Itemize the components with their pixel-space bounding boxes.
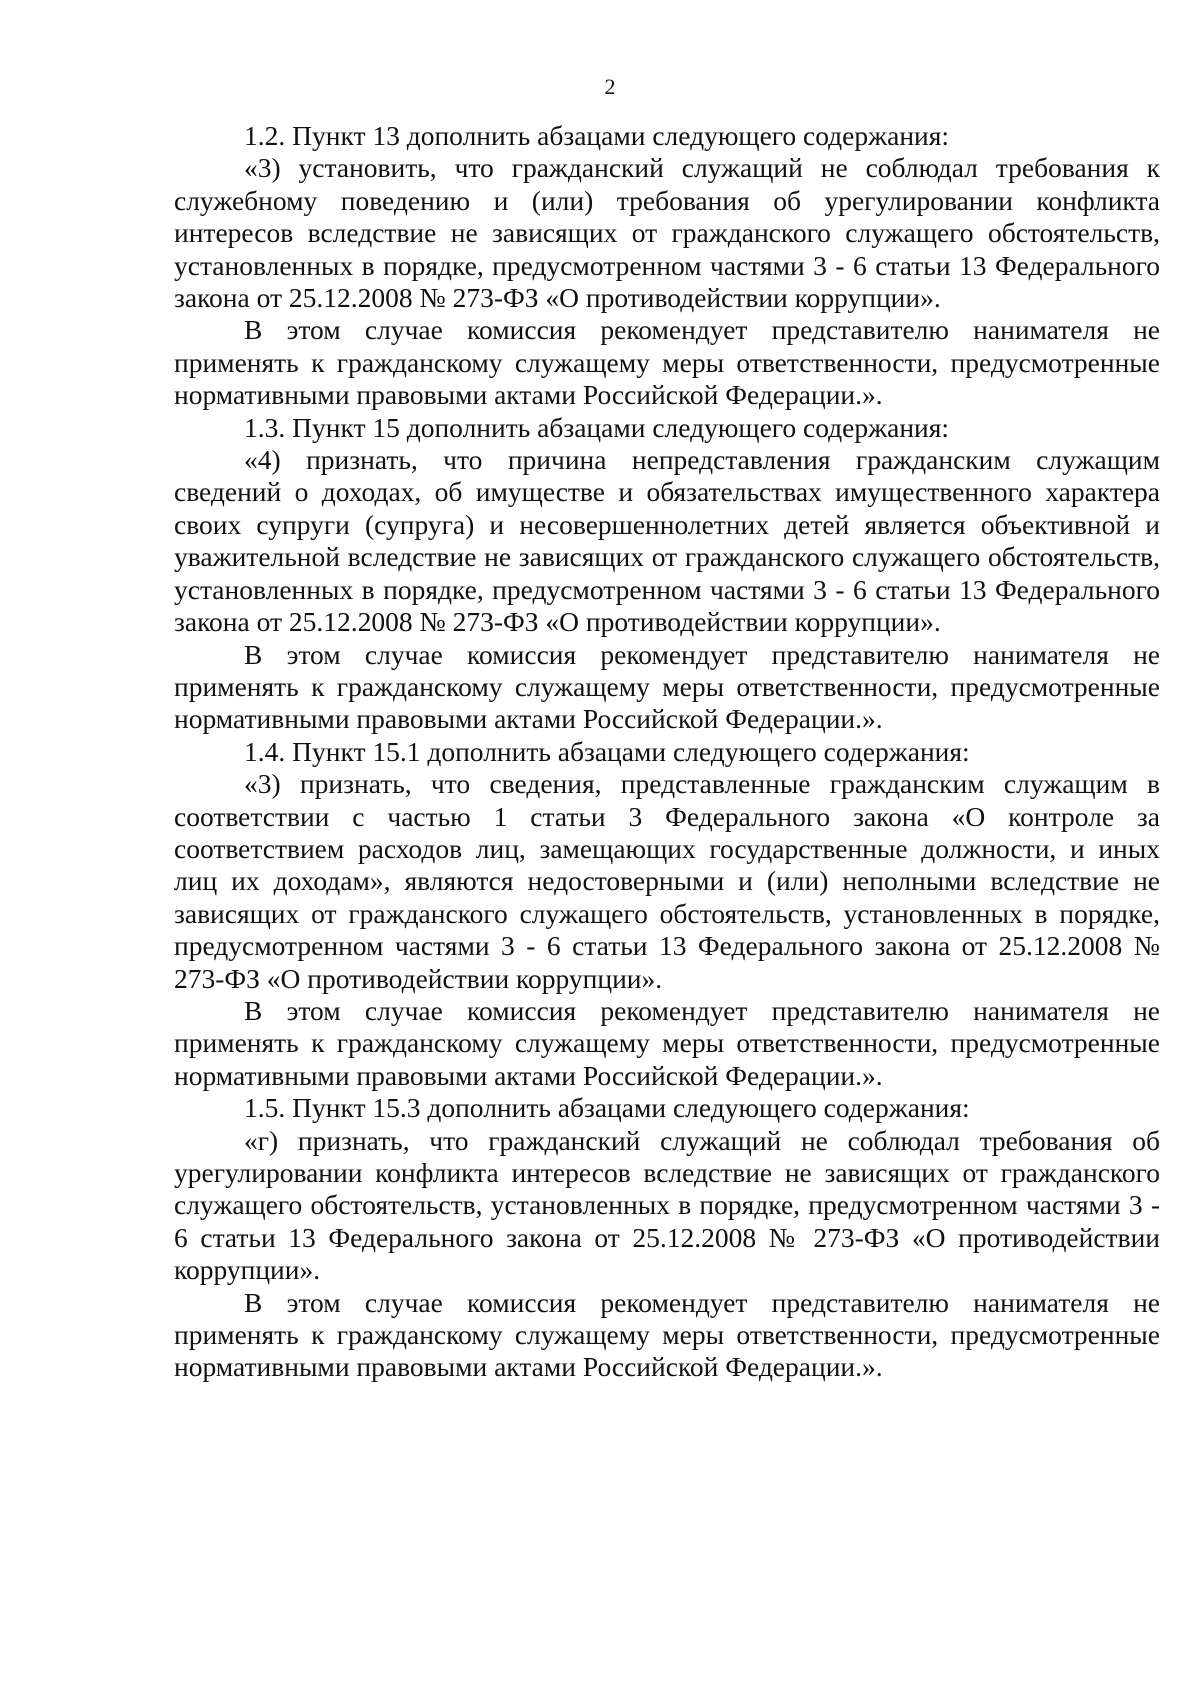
section-heading-1-4: 1.4. Пункт 15.1 дополнить абзацами следующего содержания: xyxy=(244,735,970,767)
document-body xyxy=(174,120,1160,1384)
section-heading-1-5: 1.5. Пункт 15.3 дополнить абзацами следующего содержания: xyxy=(244,1092,970,1124)
page-number: 2 xyxy=(604,74,616,99)
paragraph-1-4-recommendation: В этом случае комиссия рекомендует представителю нанимателя не применять к гражданскому служащему меры ответственности, предусмотренные нормативными правовыми актами Российской Федерации.». xyxy=(174,994,1160,1091)
paragraph-1-5-item: «г) признать, что гражданский служащий не соблюдал требования об урегулировании конфликта интересов вследствие не зависящих от гражданского служащего обстоятельств, установленных в порядке, предусмотренном частями 3 - 6 статьи 13 Федерального закона от 25.12.2008 № 273-ФЗ «О противодействии коррупции». xyxy=(174,1124,1160,1286)
paragraph-1-5-recommendation: В этом случае комиссия рекомендует представителю нанимателя не применять к гражданскому служащему меры ответственности, предусмотренные нормативными правовыми актами Российской Федерации.». xyxy=(174,1286,1160,1383)
section-heading-1-3: 1.3. Пункт 15 дополнить абзацами следующего содержания: xyxy=(244,411,950,443)
paragraph-1-2-item: «3) установить, что гражданский служащий не соблюдал требования к служебному поведению и (или) требования об урегулировании конфликта интересов вследствие не зависящих от гражданского служащего обстоятельств, установленных в порядке, предусмотренном частями 3 - 6 статьи 13 Федерального закона от 25.12.2008 № 273-ФЗ «О противодействии коррупции». xyxy=(174,152,1160,314)
paragraph-1-3-recommendation: В этом случае комиссия рекомендует представителю нанимателя не применять к гражданскому служащему меры ответственности, предусмотренные нормативными правовыми актами Российской Федерации.». xyxy=(174,638,1160,735)
paragraph-1-3-item: «4) признать, что причина непредставления гражданским служащим сведений о доходах, об имуществе и обязательствах имущественного характера своих супруги (супруга) и несовершеннолетних детей является объективной и уважительной вследствие не зависящих от гражданского служащего обстоятельств, установленных в порядке, предусмотренном частями 3 - 6 статьи 13 Федерального закона от 25.12.2008 № 273-ФЗ «О противодействии коррупции». xyxy=(174,444,1160,638)
section-heading-1-2: 1.2. Пункт 13 дополнить абзацами следующего содержания: xyxy=(244,120,950,151)
paragraph-1-4-item: «3) признать, что сведения, представленные гражданским служащим в соответствии с частью 1 статьи 3 Федерального закона «О контроле за соответствием расходов лиц, замещающих государственные должности, и иных лиц их доходам», являются недостоверными и (или) неполными вследствие не зависящих от гражданского служащего обстоятельств, установленных в порядке, предусмотренном частями 3 - 6 статьи 13 Федерального закона от 25.12.2008 № 273-ФЗ «О противодействии коррупции». xyxy=(174,768,1160,994)
paragraph-1-2-recommendation: В этом случае комиссия рекомендует представителю нанимателя не применять к гражданскому служащему меры ответственности, предусмотренные нормативными правовыми актами Российской Федерации.». xyxy=(174,314,1160,411)
